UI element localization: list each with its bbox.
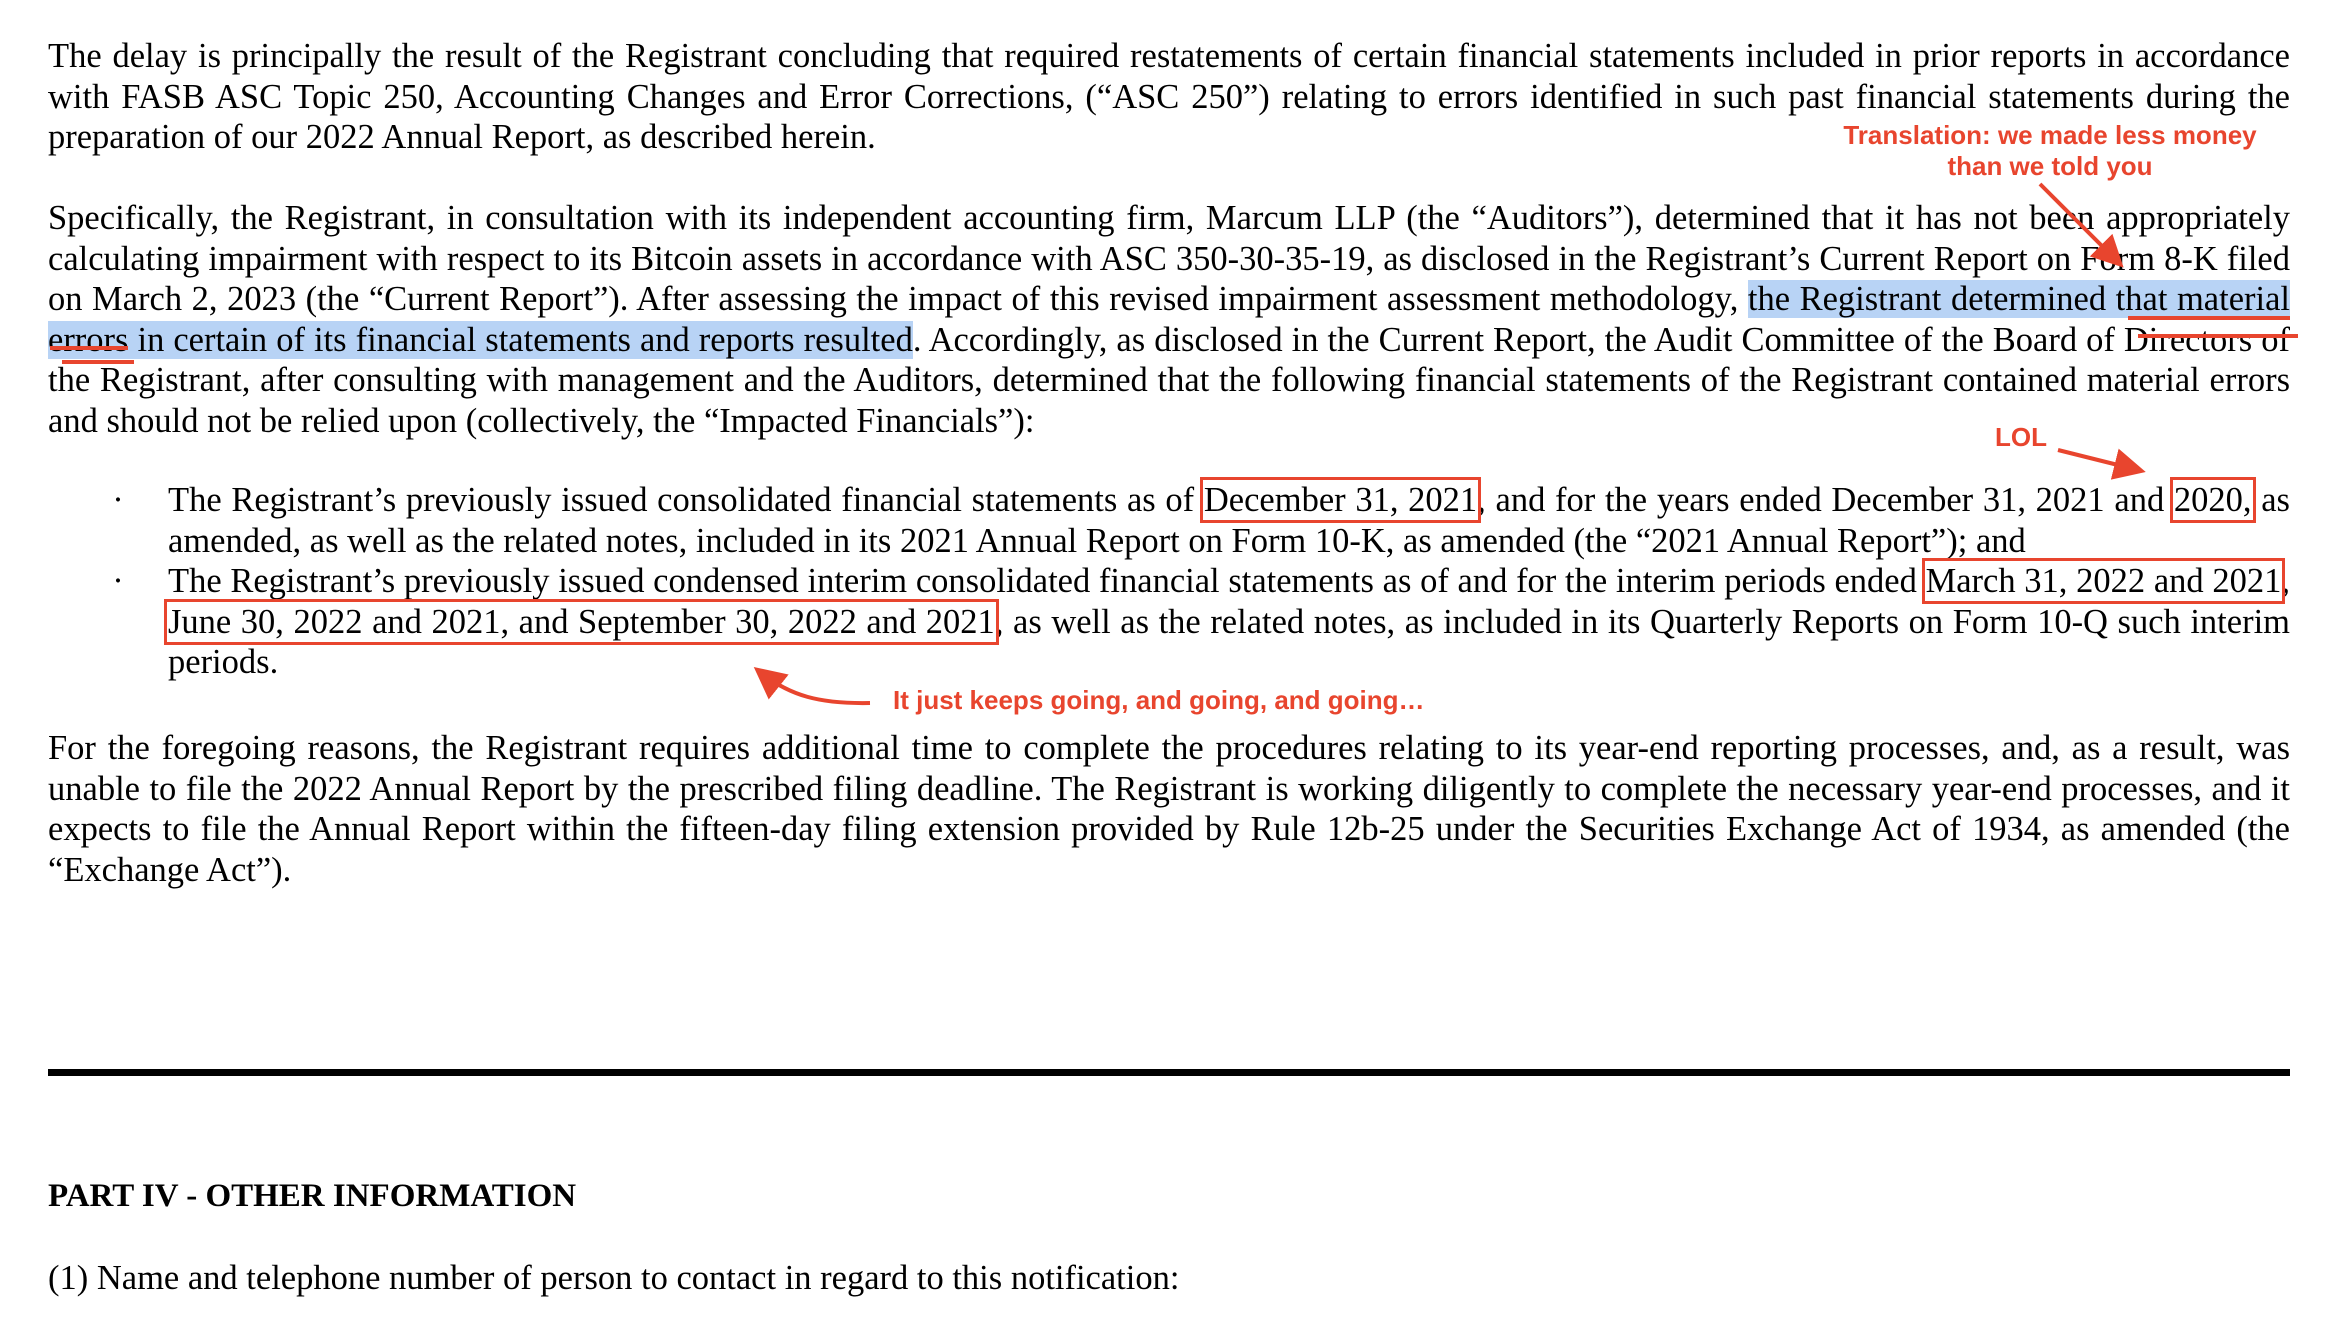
bullet-text: as amended, as well as the related notes, included in its 2021 Annual Report on Form 10-K, as amended (the “2021 Annual Report”); and — [168, 481, 2290, 560]
boxed-year: 2020, — [2173, 481, 2252, 519]
annotation-arrow — [760, 672, 870, 703]
annotation-keeps-going: It just keeps going, and going, and going… — [893, 685, 1425, 715]
contact-item: (1) Name and telephone number of person to contact in regard to this notification: — [48, 1259, 1180, 1297]
annotation-arrow — [2040, 184, 2118, 262]
bullet-text: The Registrant’s previously issued consolidated financial statements as of — [168, 481, 1204, 519]
bullet-text: , — [2281, 562, 2290, 600]
highlighted-text: the Registrant determined that material errors in certain of its financial statements and reports resulted — [48, 280, 2290, 359]
bullet-text: , as well as the related notes, as included in its Quarterly Reports on Form 10-Q such interim periods. — [168, 602, 2290, 681]
bullet-text: The Registrant’s previously issued condensed interim consolidated financial statements as of and for the interim periods ended — [168, 562, 1926, 600]
bullet-marker: · — [112, 481, 124, 519]
paragraph-foregoing-reasons: For the foregoing reasons, the Registrant requires additional time to complete the procedures relating to its year-end reporting processes, and, as a result, was unable to file the 2022 Annual Report by the prescribed filing deadline. The Registrant is working diligently to complete the necessary year-end processes, and it expects to file the Annual Report within the fifteen-day filing extension provided by Rule 12b-25 under the Securities Exchange Act of 1934, as amended (the “Exchange Act”). — [48, 729, 2290, 889]
boxed-dates: June 30, 2022 and 2021, and September 30, 2022 and 2021 — [168, 602, 995, 641]
paragraph-delay-reason: The delay is principally the result of the Registrant concluding that required restatements of certain financial statements included in prior reports in accordance with FASB ASC Topic 250, Accounting Changes and Error Corrections, (“ASC 250”) relating to errors identified in such past financial statements during the preparation of our 2022 Annual Report, as described herein. — [48, 37, 2290, 156]
annotation-arrow — [2058, 450, 2138, 470]
annotation-lol: LOL — [1995, 422, 2047, 452]
paragraph-impairment-text-start: Specifically, the Registrant, in consultation with its independent accounting firm, Marcum LLP (the “Auditors”), determined that it has not been appropriately calculating impairment with respect to its Bitcoin assets in accordance with ASC 350-30-35-19, as disclosed in the Registrant’s Current Report on Form 8-K filed on March 2, 2023 (the “Current Report”). After assessing the impact of this revised impairment assessment methodology, — [48, 199, 2290, 318]
bullet-text: , and for the years ended December 31, 2021 and — [1477, 481, 2174, 519]
annotation-translation-line: than we told you — [1947, 151, 2153, 181]
boxed-date: December 31, 2021 — [1203, 481, 1478, 519]
annotation-translation-line: Translation: we made less money — [1843, 120, 2257, 150]
part-heading: PART IV - OTHER INFORMATION — [48, 1178, 577, 1214]
bullet-marker: · — [112, 562, 124, 600]
paragraph-impairment-text-end: . Accordingly, as disclosed in the Current Report, the Audit Committee of the Board of Directors of the Registrant, after consulting with management and the Auditors, determined that the following financial statements of the Registrant contained material errors and should not be relied upon (collectively, the “Impacted Financials”): — [48, 320, 2290, 440]
boxed-dates: March 31, 2022 and 2021 — [1925, 562, 2282, 600]
